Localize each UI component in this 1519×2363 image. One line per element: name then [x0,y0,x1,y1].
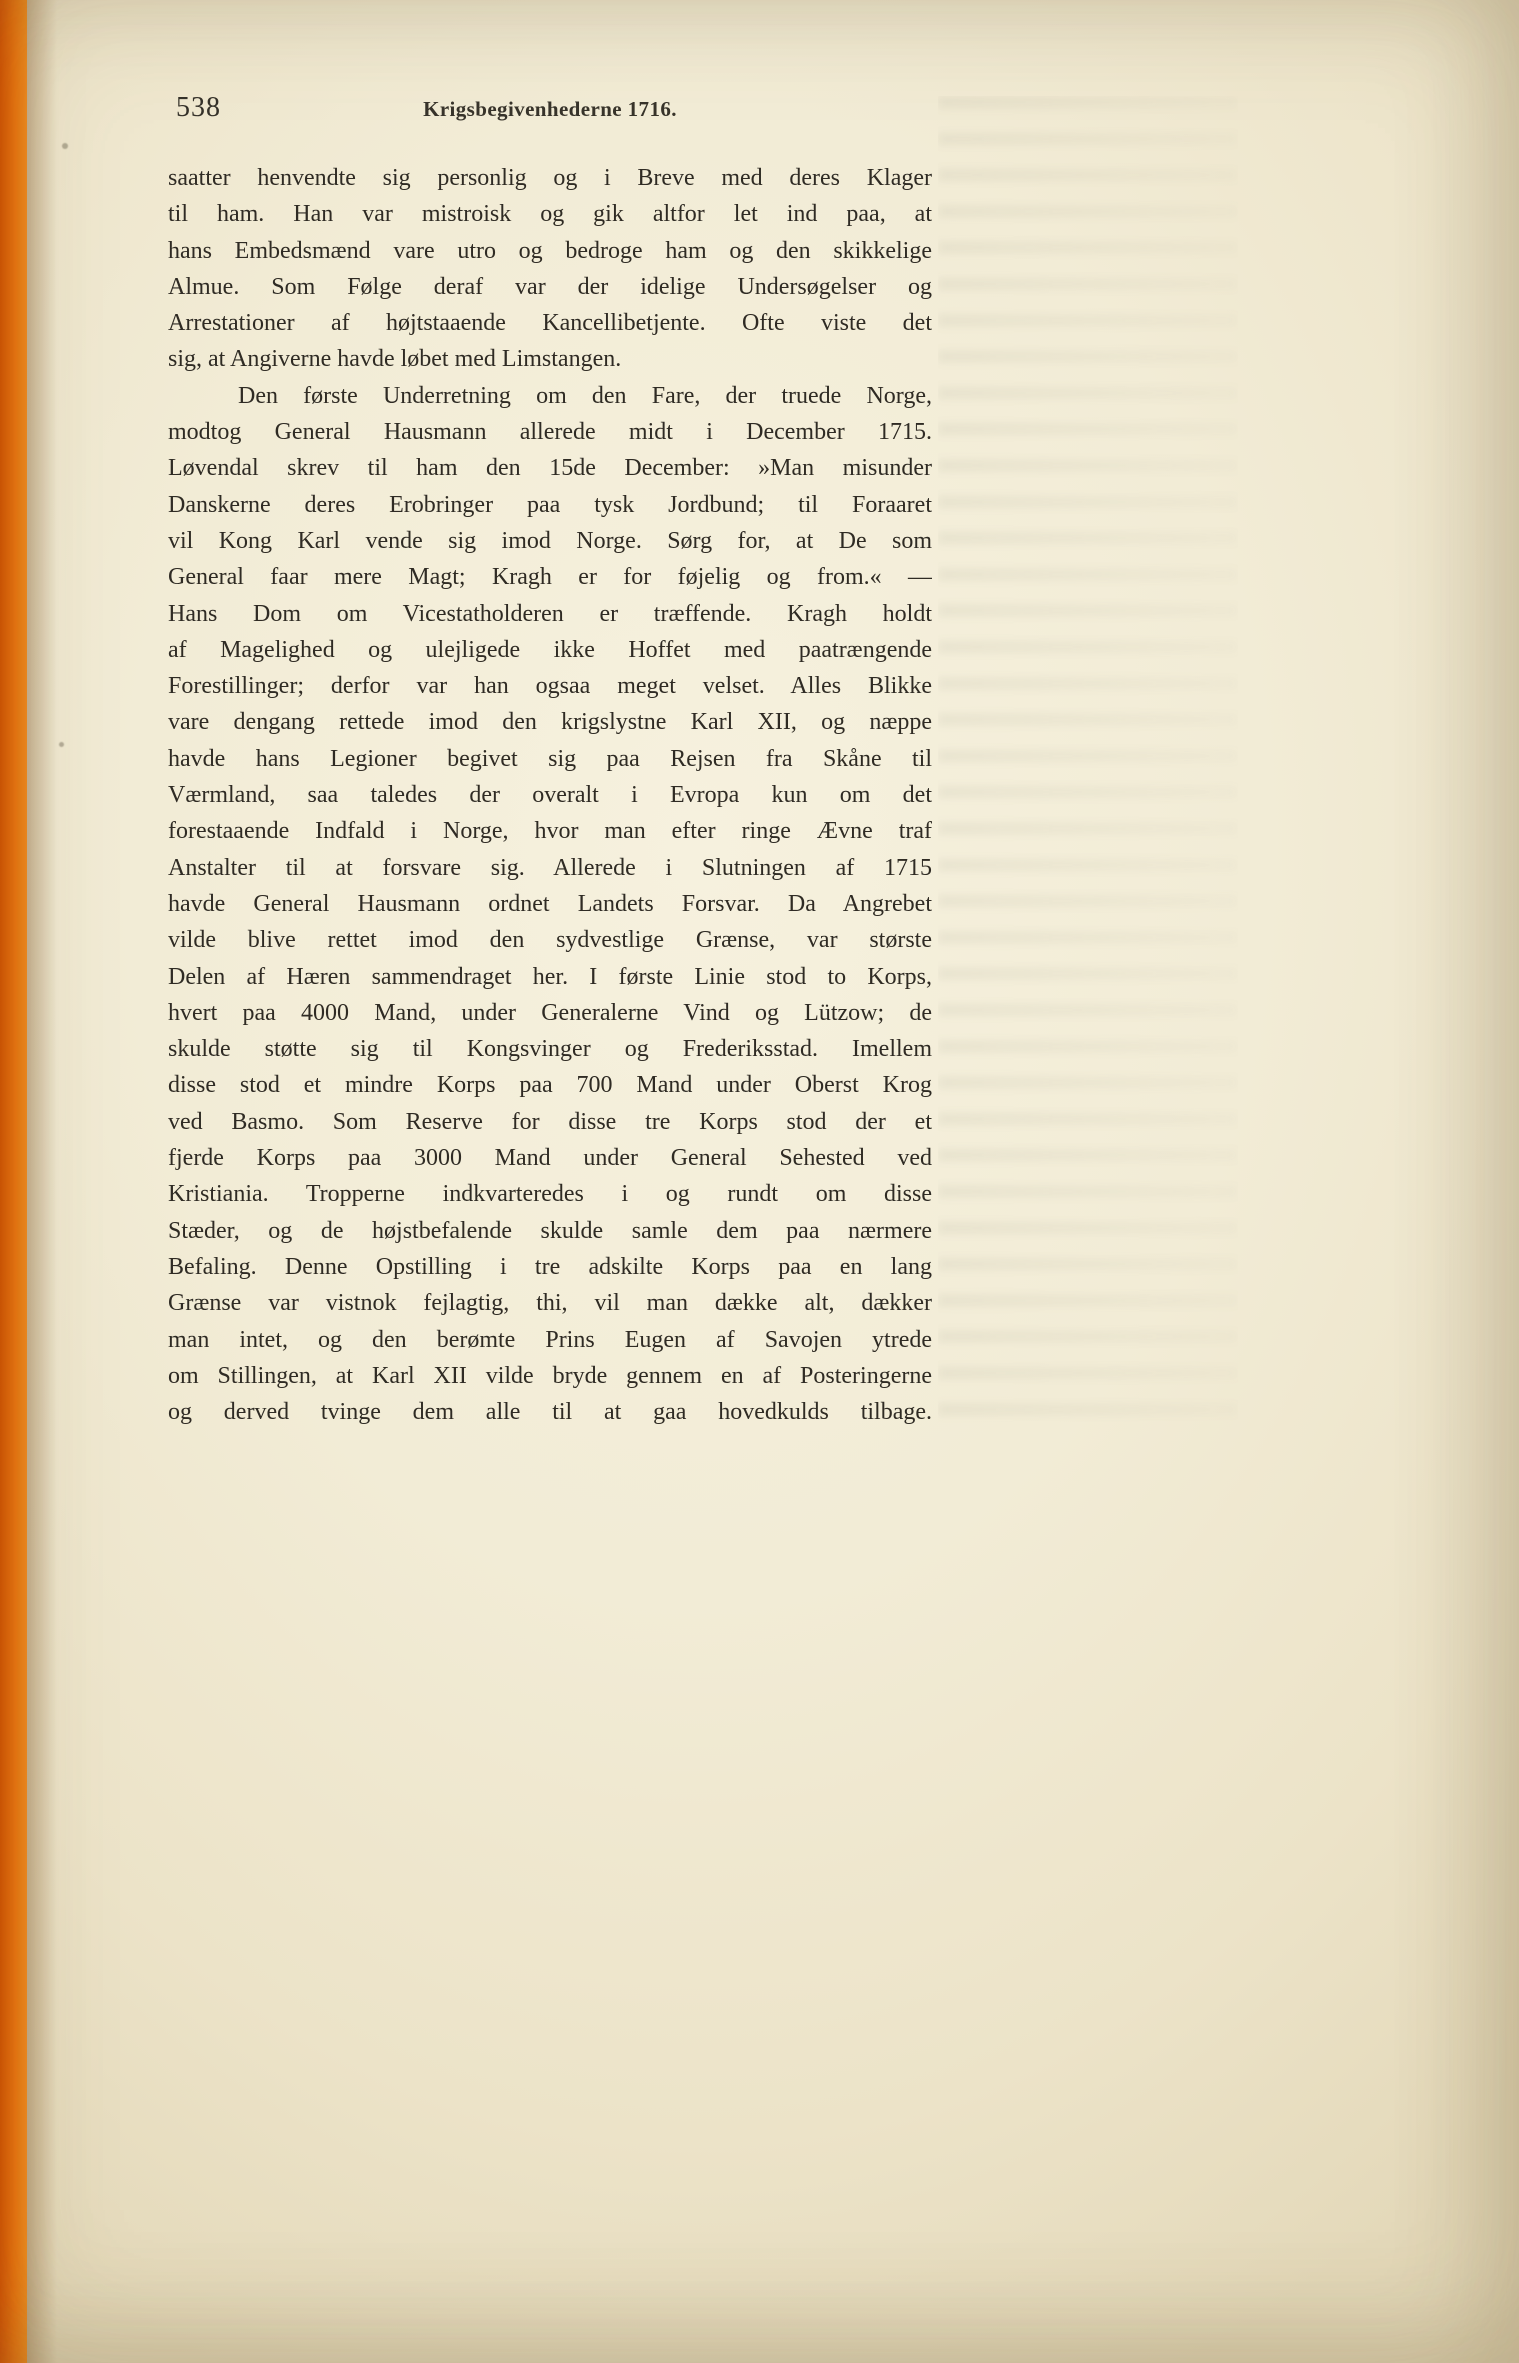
text-line: vil Kong Karl vende sig imod Norge. Sørg for, at De som [168,527,932,554]
text-line: havde hans Legioner begivet sig paa Rejsen fra Skåne til [168,745,932,772]
text-line: Delen af Hæren sammendraget her. I første Linie stod to Korps, [168,963,932,990]
text-line: man intet, og den berømte Prins Eugen af Savojen ytrede [168,1326,932,1353]
page-content [168,92,932,1430]
text-line: til ham. Han var mistroisk og gik altfor let ind paa, at [168,201,932,228]
paragraph [168,378,932,1431]
text-line: saatter henvendte sig personlig og i Breve med deres Klager [168,165,932,191]
book-spine-edge [0,0,27,2363]
text-line: sig, at Angiverne havde løbet med Limstangen. [168,346,622,373]
text-line: Værmland, saa taledes der overalt i Evropa kun om det [168,782,932,809]
text-line: Stæder, og de højstbefalende skulde samle dem paa nærmere [168,1217,932,1244]
ink-speck [59,742,64,747]
running-header: Krigsbegivenhederne 1716. [423,97,677,121]
text-line: om Stillingen, at Karl XII vilde bryde gennem en af Posteringerne [168,1362,932,1389]
text-line: Almue. Som Følge deraf var der idelige Undersøgelser og [168,273,932,300]
text-line: ved Basmo. Som Reserve for disse tre Korps stod der et [168,1108,932,1135]
text-line: modtog General Hausmann allerede midt i December 1715. [168,419,932,446]
spine-shadow [27,0,57,2363]
text-line: Kristiania. Tropperne indkvarteredes i og rundt om disse [168,1181,932,1208]
text-line: Befaling. Denne Opstilling i tre adskilte Korps paa en lang [168,1253,932,1280]
page-number: 538 [176,92,221,123]
body-text [168,160,932,1430]
text-line: skulde støtte sig til Kongsvinger og Frederiksstad. Imellem [168,1036,932,1063]
text-line: forestaaende Indfald i Norge, hvor man efter ringe Ævne traf [168,818,932,845]
reverse-page-bleedthrough [938,96,1238,1431]
text-line: Arrestationer af højtstaaende Kancellibetjente. Ofte viste det [168,310,932,337]
page-header [168,92,932,136]
text-line: hvert paa 4000 Mand, under Generalerne Vind og Lützow; de [168,999,932,1026]
text-line: hans Embedsmænd vare utro og bedroge ham og den skikkelige [168,237,932,264]
text-line: og derved tvinge dem alle til at gaa hovedkulds tilbage. [168,1399,932,1426]
text-line: Anstalter til at forsvare sig. Allerede i Slutningen af 1715 [168,854,932,881]
text-line: General faar mere Magt; Kragh er for føjelig og from.« — [168,564,932,591]
text-line: havde General Hausmann ordnet Landets Forsvar. Da Angrebet [168,890,932,917]
text-line: vilde blive rettet imod den sydvestlige Grænse, var største [168,927,932,954]
paragraph [168,160,932,378]
text-line: af Magelighed og ulejligede ikke Hoffet med paatrængende [168,636,932,663]
text-line: Den første Underretning om den Fare, der truede Norge, [238,382,932,409]
text-line: disse stod et mindre Korps paa 700 Mand under Oberst Krog [168,1072,932,1099]
text-line: Løvendal skrev til ham den 15de December: »Man misunder [168,455,932,482]
text-line: Danskerne deres Erobringer paa tysk Jordbund; til Foraaret [168,491,932,518]
text-line: Hans Dom om Vicestatholderen er træffende. Kragh holdt [168,600,932,627]
ink-speck [62,143,68,149]
text-line: Forestillinger; derfor var han ogsaa meget velset. Alles Blikke [168,673,932,700]
text-line: fjerde Korps paa 3000 Mand under General Sehested ved [168,1145,932,1172]
text-line: Grænse var vistnok fejlagtig, thi, vil man dække alt, dækker [168,1290,932,1317]
text-line: vare dengang rettede imod den krigslystne Karl XII, og næppe [168,709,932,736]
